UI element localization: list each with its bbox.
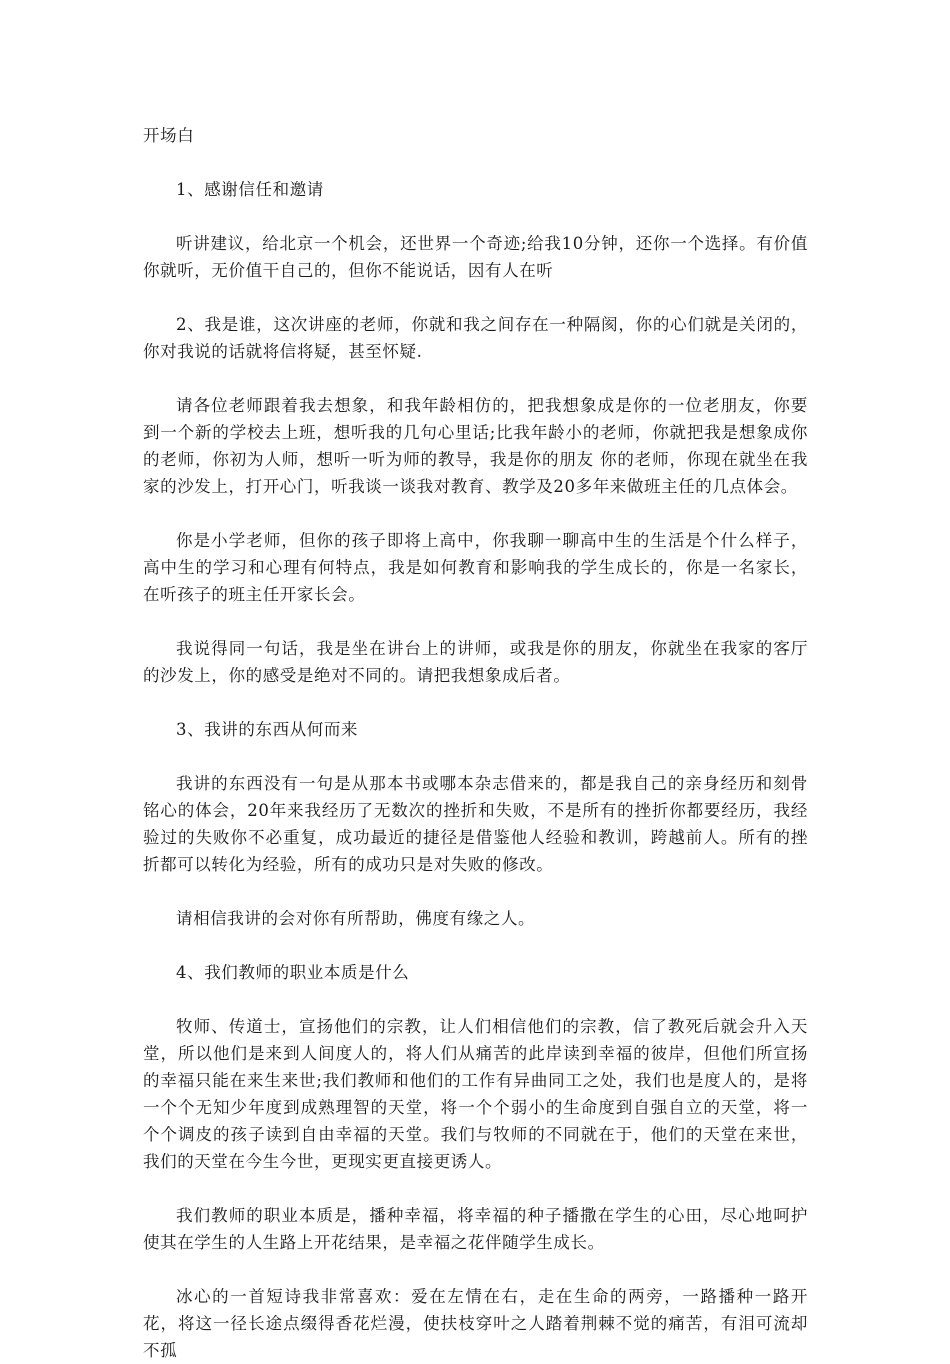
paragraph: 我说得同一句话，我是坐在讲台上的讲师，或我是你的朋友，你就坐在我家的客厅的沙发上，你的感受是绝对不同的。请把我想象成后者。 [143, 639, 808, 685]
document-page [143, 122, 808, 1364]
section-heading-4: 4、我们教师的职业本质是什么 [176, 963, 410, 982]
paragraph: 我们教师的职业本质是，播种幸福，将幸福的种子播撒在学生的心田，尽心地呵护使其在学生的人生路上开花结果，是幸福之花伴随学生成长。 [143, 1206, 808, 1252]
section-heading-1: 1、感谢信任和邀请 [176, 180, 324, 199]
section-heading-3: 3、我讲的东西从何而来 [176, 720, 359, 739]
paragraph: 我讲的东西没有一句是从那本书或哪本杂志借来的，都是我自己的亲身经历和刻骨铭心的体会，20年来我经历了无数次的挫折和失败，不是所有的挫折你都要经历，我经验过的失败你不必重复，成功最近的捷径是借鉴他人经验和教训，跨越前人。所有的挫折都可以转化为经验，所有的成功只是对失败的修改。 [143, 774, 808, 874]
section-heading-2: 2、我是谁，这次讲座的老师，你就和我之间存在一种隔阂，你的心们就是关闭的，你对我说的话就将信将疑，甚至怀疑. [143, 315, 808, 361]
paragraph: 请各位老师跟着我去想象，和我年龄相仿的，把我想象成是你的一位老朋友，你要到一个新的学校去上班，想听我的几句心里话;比我年龄小的老师，你就把我是想象成你的老师，你初为人师，想听一听为师的教导，我是你的朋友 你的老师，你现在就坐在我家的沙发上，打开心门，听我谈一谈我对教育、教学及20多年来做班主任的几点体会。 [143, 396, 808, 496]
paragraph: 冰心的一首短诗我非常喜欢：爱在左情在右，走在生命的两旁，一路播种一路开花，将这一径长途点缀得香花烂漫，使扶枝穿叶之人踏着荆棘不觉的痛苦，有泪可流却不孤 [143, 1287, 808, 1360]
paragraph: 你是小学老师，但你的孩子即将上高中，你我聊一聊高中生的生活是个什么样子，高中生的学习和心理有何特点，我是如何教育和影响我的学生成长的，你是一名家长，在听孩子的班主任开家长会。 [143, 531, 808, 604]
paragraph: 听讲建议，给北京一个机会，还世界一个奇迹;给我10分钟，还你一个选择。有价值你就听，无价值干自己的，但你不能说话，因有人在听 [143, 234, 808, 280]
document-title: 开场白 [143, 126, 195, 145]
paragraph: 牧师、传道士，宣扬他们的宗教，让人们相信他们的宗教，信了教死后就会升入天堂，所以他们是来到人间度人的，将人们从痛苦的此岸读到幸福的彼岸，但他们所宣扬的幸福只能在来生来世;我们教师和他们的工作有异曲同工之处，我们也是度人的，是将一个个无知少年度到成熟理智的天堂，将一个个弱小的生命度到自强自立的天堂，将一个个调皮的孩子读到自由幸福的天堂。我们与牧师的不同就在于，他们的天堂在来世，我们的天堂在今生今世，更现实更直接更诱人。 [143, 1017, 808, 1171]
paragraph: 请相信我讲的会对你有所帮助，佛度有缘之人。 [176, 909, 536, 928]
